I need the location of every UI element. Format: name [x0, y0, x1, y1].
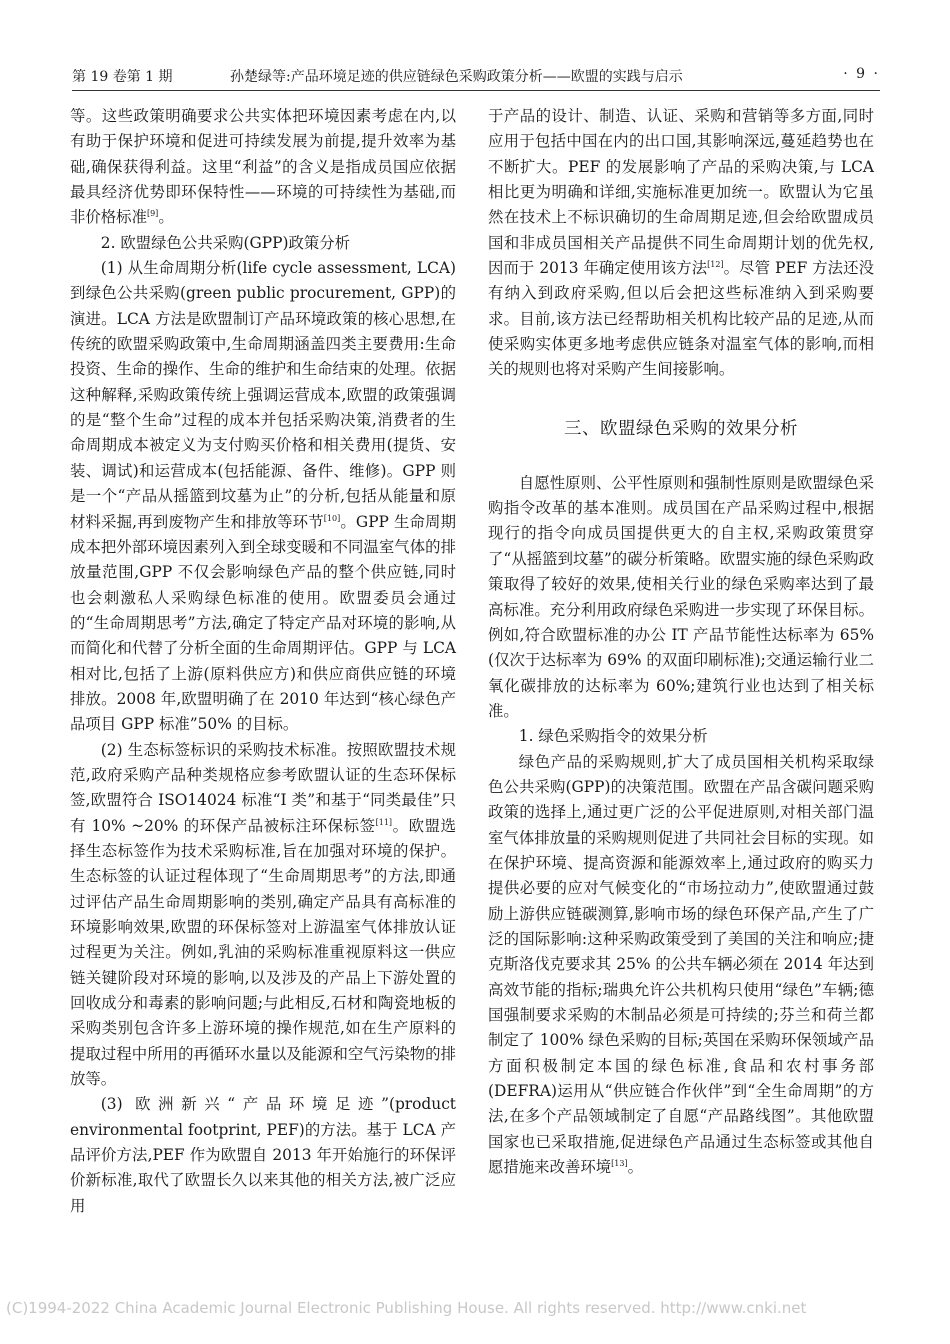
citation-ref[interactable]: [9]: [146, 209, 159, 219]
page-number: · 9 ·: [843, 66, 880, 82]
citation-ref[interactable]: [10]: [323, 513, 341, 523]
paragraph-lca-gpp: (1) 从生命周期分析(life cycle assessment, LCA)到绿色公共采购(green public procurement, GPP)的演进。LCA 方法是欧盟制订产品环境政策的核心思想,在传统的欧盟采购政策中,生命周期涵盖四类主要费用:生命投资、生命的操作、生命的维护和生命结束的处理。依据这种解释,采购政策传统上强调运营成本,欧盟的政策强调的是“整个生命”过程的成本并包括采购决策,消费者的生命周期成本被定义为支付购买价格和相关费用(提货、安装、调试)和运营成本(包括能源、备件、维修)。GPP 则是一个“产品从摇篮到坟墓为止”的分析,包括从能量和原材料采掘,再到废物产生和排放等环节[10]。GPP 生命周期成本把外部环境因素列入到全球变暖和不同温室气体的排放量范围,GPP 不仅会影响绿色产品的整个供应链,同时也会刺激私人采购绿色标准的使用。欧盟委员会通过的“生命周期思考”方法,确定了特定产品对环境的影响,从而简化和代替了分析全面的生命周期评估。GPP 与 LCA 相对比,包括了上游(原料供应方)和供应商供应链的环境排放。2008 年,欧盟明确了在 2010 年达到“核心绿色产品项目 GPP 标准”50% 的目标。: [70, 259, 456, 734]
paragraph-continued: 等。这些政策明确要求公共实体把环境因素考虑在内,以有助于保护环境和促进可持续发展为前提,提升效率为基础,确保获得利益。这里“利益”的含义是指成员国应依据最具经济优势即环保特性——环境的可持续性为基础,而非价格标准[9]。: [70, 107, 456, 227]
paragraph-effects-intro: 自愿性原则、公平性原则和强制性原则是欧盟绿色采购指令改革的基本准则。成员国在产品采购过程中,根据现行的指令向成员国提供更大的自主权,采购政策贯穿了“从摇篮到坟墓”的碳分析策略。欧盟实施的绿色采购政策取得了较好的效果,使相关行业的绿色采购率达到了最高标准。充分利用政府绿色采购进一步实现了环保目标。例如,符合欧盟标准的办公 IT 产品节能性达标率为 65%(仅次于达标率为 69% 的双面印刷标准);交通运输行业二氧化碳排放的达标率为 60%;建筑行业也达到了相关标准。: [488, 473, 874, 720]
citation-ref[interactable]: [13]: [611, 1158, 628, 1168]
citation-ref[interactable]: [11]: [375, 817, 393, 827]
subsection-heading-directive: 1. 绿色采购指令的效果分析: [518, 727, 708, 746]
running-header: [72, 60, 880, 91]
citation-ref[interactable]: [12]: [707, 259, 724, 269]
left-column: [70, 104, 456, 1219]
right-column: [488, 104, 874, 1180]
running-title: 孙楚绿等:产品环境足迹的供应链绿色采购政策分析——欧盟的实践与启示: [230, 69, 683, 85]
journal-issue: 第 19 卷第 1 期: [72, 69, 173, 85]
paragraph-directive-effects: 绿色产品的采购规则,扩大了成员国相关机构采取绿色公共采购(GPP)的决策范围。欧盟在产品含碳问题采购政策的选择上,通过更广泛的公平促进原则,对相关部门温室气体排放量的采购规则促进了共同社会目标的实现。如在保护环境、提高资源和能源效率上,通过政府的购买力提供必要的应对气候变化的“市场拉动力”,使欧盟通过鼓励上游供应链碳测算,影响市场的绿色环保产品,产生了广泛的国际影响:这种采购政策受到了美国的关注和响应;捷克斯洛伐克要求其 25% 的公共车辆必须在 2014 年达到高效节能的指标;瑞典允许公共机构只使用“绿色”车辆;德国强制要求采购的木制品必须是可持续的;芬兰和荷兰都制定了 100% 绿色采购的目标;英国在采购环保领域产品方面积极制定本国的绿色标准,食品和农村事务部(DEFRA)运用从“供应链合作伙伴”到“全生命周期”的方法,在多个产品领域制定了自愿“产品路线图”。其他欧盟国家也已采取措施,促进绿色产品通过生态标签或其他自愿措施来改善环境[13]。: [488, 752, 874, 1177]
paragraph-pef-continued: 于产品的设计、制造、认证、采购和营销等多方面,同时应用于包括中国在内的出口国,其影响深远,蔓延趋势也在不断扩大。PEF 的发展影响了产品的采购决策,与 LCA 相比更为明确和详细,实施标准更加统一。欧盟认为它虽然在技术上不标识确切的生命周期足迹,但会给欧盟成员国和非成员国相关产品提供不同生命周期计划的优先权,因而于 2013 年确定使用该方法[12]。尽管 PEF 方法还没有纳入到政府采购,但以后会把这些标准纳入到采购要求。目前,该方法已经帮助相关机构比较产品的足迹,从而使采购实体更多地考虑供应链条对温室气体的影响,而相关的规则也将对采购产生间接影响。: [488, 107, 874, 379]
paragraph-pef: (3) 欧洲新兴“产品环境足迹”(product environmental footprint, PEF)的方法。基于 LCA 产品评价方法,PEF 作为欧盟自 2013 年开始施行的环保评价新标准,取代了欧盟长久以来其他的相关方法,被广泛应用: [70, 1095, 456, 1215]
section-heading: 三、欧盟绿色采购的效果分析: [564, 418, 798, 439]
subsection-heading-gpp: 2. 欧盟绿色公共采购(GPP)政策分析: [100, 233, 351, 252]
paragraph-ecolabel: (2) 生态标签标识的采购技术标准。按照欧盟技术规范,政府采购产品种类规格应参考欧盟认证的生态环保标签,欧盟符合 ISO14024 标准“I 类”和基于“同类最佳”只有 10% ~20% 的环保产品被标注环保标签[11]。欧盟选择生态标签作为技术采购标准,旨在加强对环境的保护。生态标签的认证过程体现了“生命周期思考”的方法,即通过评估产品生命周期影响的类别,确定产品具有高标准的环境影响效果,欧盟的环保标签对上游温室气体排放认证过程更为关注。例如,乳油的采购标准重视原料这一供应链关键阶段对环境的影响,以及涉及的产品上下游处置的回收成分和毒素的影响问题;与此相反,石材和陶瓷地板的采购类别包含许多上游环境的操作规范,如在生产原料的提取过程中所用的再循环水量以及能源和空气污染物的排放等。: [70, 740, 456, 1089]
copyright-watermark: (C)1994-2022 China Academic Journal Electronic Publishing House. All rights reserved. http://www.cnki.net: [6, 1299, 807, 1317]
